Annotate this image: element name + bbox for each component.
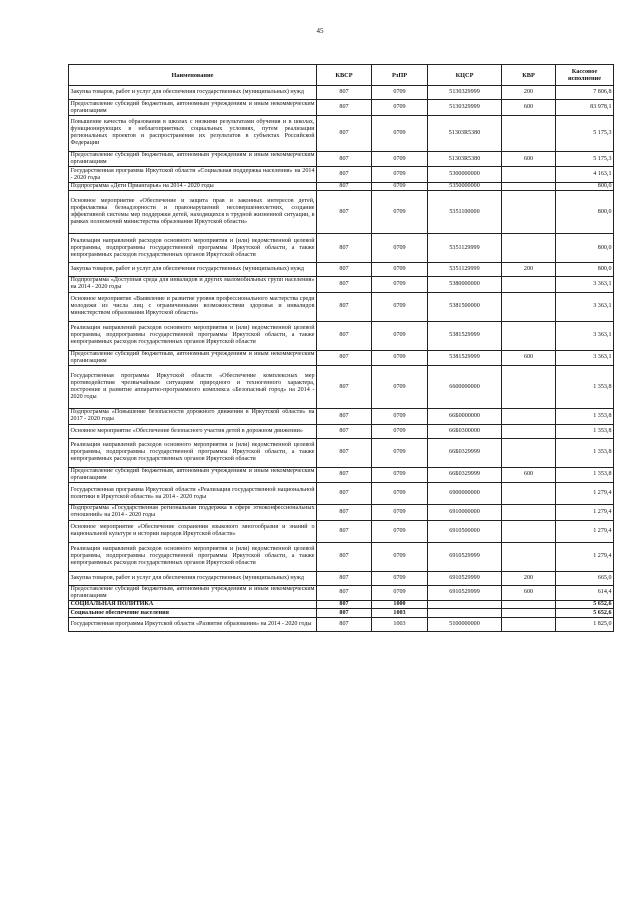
cell-name: Закупка товаров, работ и услуг для обеспечения государственных (муниципальных) нужд (69, 571, 317, 585)
cell-kcsr: 5350000000 (428, 182, 502, 190)
cell-sum: 1 353,8 (556, 409, 614, 424)
cell-kvsr: 807 (317, 542, 372, 571)
cell-rzpr: 0709 (372, 409, 428, 424)
cell-kvr (502, 292, 556, 321)
page-number: 45 (316, 27, 324, 35)
cell-kvsr: 807 (317, 409, 372, 424)
cell-name: Государственная программа Иркутской области «Социальная поддержка населения» на 2014 - 2020 годы (70, 167, 315, 181)
cell-kvr: 600 (502, 151, 556, 166)
cell-kvr: 600 (502, 585, 556, 600)
table-header-row (69, 65, 614, 86)
cell-kvsr: 807 (317, 167, 372, 182)
cell-rzpr: 0709 (372, 191, 428, 234)
cell-name: Реализация направлений расходов основного мероприятия и (или) ведомственной целевой программы, подпрограммы государственной программы Иркутской области, а также непрограммных расходов государственных органов Иркутской области (69, 438, 317, 467)
cell-kvsr: 807 (317, 571, 372, 585)
table-row (69, 234, 614, 263)
table-row (69, 409, 614, 424)
cell-name: Реализация направлений расходов основного мероприятия и (или) ведомственной целевой программы, подпрограммы государственной программы Иркутской области, а также непрограммных расходов государственных органов Иркутской области (69, 542, 317, 571)
cell-name: Государственная программа Иркутской области «Обеспечение комплексных мер противодействия чрезвычайным ситуациям природного и техногенного характера, построение и развитие аппаратно-программного комплекса «Безопасный город» на 2014 - 2020 годы (69, 366, 317, 409)
cell-rzpr: 0709 (372, 115, 428, 151)
cell-kvr (502, 609, 556, 617)
table-row (69, 424, 614, 438)
header-name: Наименование (69, 65, 317, 86)
table-row (69, 366, 614, 409)
cell-rzpr: 0709 (372, 366, 428, 409)
table-row (69, 277, 614, 292)
cell-kvsr: 807 (317, 438, 372, 467)
table-row (69, 542, 614, 571)
cell-name: Подпрограмма «Государственная региональная поддержка в сфере этноконфессиональных отношений» на 2014 - 2020 годы (70, 505, 315, 519)
cell-kvsr: 807 (317, 321, 372, 350)
cell-kcsr: 5380000000 (428, 277, 502, 292)
cell-kvsr: 807 (317, 601, 372, 609)
cell-name: Основное мероприятие «Выявление и развитие уровня профессионального мастерства среди молодежи из числа лиц с ограниченными возможностями здоровья и инвалидов министерством образования Иркутской области» (69, 292, 317, 321)
table-row (69, 182, 614, 190)
cell-sum: 800,0 (556, 182, 614, 190)
table-row (69, 585, 614, 600)
cell-kvsr: 807 (317, 263, 372, 277)
table-row (69, 505, 614, 520)
budget-execution-table (68, 64, 614, 632)
cell-kcsr: 5130329999 (428, 86, 502, 100)
cell-kcsr: 6900000000 (428, 483, 502, 505)
table-row (69, 86, 614, 100)
cell-sum: 5 175,3 (556, 115, 614, 151)
cell-kvr (502, 167, 556, 182)
cell-sum: 1 279,4 (556, 520, 614, 542)
cell-sum: 1 353,8 (556, 366, 614, 409)
cell-kcsr: 5381500000 (428, 292, 502, 321)
cell-name: Предоставление субсидий бюджетным, автономным учреждениям и иным некоммерческим организациям (70, 467, 315, 481)
cell-name: Подпрограмма «Дети Приангарья» на 2014 - 2020 годы (69, 182, 317, 190)
cell-kcsr: 5351100000 (428, 191, 502, 234)
cell-kcsr: 6910529999 (428, 585, 502, 600)
cell-kcsr: 6910500000 (428, 520, 502, 542)
cell-kvsr: 807 (317, 585, 372, 600)
cell-kvsr: 807 (317, 424, 372, 438)
table-row (69, 263, 614, 277)
cell-name: Государственная программа Иркутской области «Реализация государственной национальной политики в Иркутской области» на 2014 - 2020 годы (69, 483, 317, 505)
cell-sum: 83 978,1 (556, 100, 614, 115)
cell-rzpr: 0709 (372, 571, 428, 585)
cell-kvsr: 807 (317, 366, 372, 409)
cell-sum: 5 652,6 (556, 601, 614, 609)
table-row (69, 438, 614, 467)
cell-sum: 800,0 (556, 234, 614, 263)
cell-sum: 1 353,8 (556, 467, 614, 482)
cell-kvsr: 807 (317, 350, 372, 365)
cell-name: Предоставление субсидий бюджетным, автономным учреждениям и иным некоммерческим организациям (70, 585, 315, 599)
table-row (69, 609, 614, 617)
cell-kcsr: 5351129999 (428, 263, 502, 277)
cell-kvsr: 807 (317, 115, 372, 151)
cell-name: Основное мероприятие «Обеспечение безопасного участия детей в дорожном движении» (69, 424, 317, 438)
table-row (69, 617, 614, 631)
cell-sum: 3 363,1 (556, 321, 614, 350)
header-kcsr: КЦСР (428, 65, 502, 86)
cell-rzpr: 0709 (372, 321, 428, 350)
cell-kcsr: 66Б0300000 (428, 424, 502, 438)
cell-sum: 3 363,1 (556, 277, 614, 292)
cell-sum: 7 806,8 (556, 86, 614, 100)
cell-kvr (502, 483, 556, 505)
cell-name: Закупка товаров, работ и услуг для обеспечения государственных (муниципальных) нужд (69, 263, 317, 277)
cell-rzpr: 0709 (372, 151, 428, 166)
table-row (69, 167, 614, 182)
cell-kvsr: 807 (317, 182, 372, 190)
cell-kvr: 200 (502, 86, 556, 100)
cell-rzpr: 1003 (372, 609, 428, 617)
cell-rzpr: 0709 (372, 542, 428, 571)
cell-rzpr: 0709 (372, 100, 428, 115)
header-kvsr: КВСР (317, 65, 372, 86)
cell-kvr: 600 (502, 100, 556, 115)
cell-kcsr (428, 601, 502, 609)
cell-sum: 1 279,4 (556, 542, 614, 571)
cell-kcsr: 6600000000 (428, 366, 502, 409)
cell-kcsr: 5381529999 (428, 350, 502, 365)
cell-kcsr: 5381529999 (428, 321, 502, 350)
cell-kcsr: 5300000000 (428, 167, 502, 182)
cell-rzpr: 0709 (372, 263, 428, 277)
cell-kvr (502, 321, 556, 350)
cell-kvr: 600 (502, 467, 556, 482)
cell-kcsr: 51303R5380 (428, 151, 502, 166)
cell-rzpr: 0709 (372, 424, 428, 438)
cell-kvr: 200 (502, 263, 556, 277)
cell-sum: 1 353,8 (556, 424, 614, 438)
cell-sum: 1 353,8 (556, 438, 614, 467)
table-body (69, 86, 614, 631)
cell-sum: 5 652,6 (556, 609, 614, 617)
cell-kcsr: 66Б0000000 (428, 409, 502, 424)
cell-kvsr: 807 (317, 520, 372, 542)
cell-kvr (502, 542, 556, 571)
cell-name: СОЦИАЛЬНАЯ ПОЛИТИКА (69, 601, 317, 609)
cell-sum: 800,0 (556, 263, 614, 277)
cell-kvsr: 807 (317, 277, 372, 292)
cell-kvsr: 807 (317, 191, 372, 234)
table-row (69, 115, 614, 151)
cell-kvsr: 807 (317, 292, 372, 321)
cell-kvr (502, 505, 556, 520)
cell-kvr: 600 (502, 350, 556, 365)
cell-name: Закупка товаров, работ и услуг для обеспечения государственных (муниципальных) нужд (69, 86, 317, 100)
cell-kvr: 200 (502, 571, 556, 585)
cell-kcsr: 51303R5380 (428, 115, 502, 151)
cell-sum: 1 279,4 (556, 505, 614, 520)
cell-kvr (502, 182, 556, 190)
table-row (69, 601, 614, 609)
header-rzpr: РзПР (372, 65, 428, 86)
cell-kvr (502, 438, 556, 467)
cell-kvsr: 807 (317, 234, 372, 263)
cell-kvsr: 807 (317, 609, 372, 617)
cell-name: Реализация направлений расходов основного мероприятия и (или) ведомственной целевой программы, подпрограммы государственной программы Иркутской области, а также непрограммных расходов государственных органов Иркутской области (69, 234, 317, 263)
cell-kvr (502, 520, 556, 542)
cell-kvsr: 807 (317, 617, 372, 631)
cell-kvsr: 807 (317, 151, 372, 166)
cell-rzpr: 0709 (372, 467, 428, 482)
cell-rzpr: 0709 (372, 505, 428, 520)
cell-kcsr: 6910000000 (428, 505, 502, 520)
cell-kvsr: 807 (317, 86, 372, 100)
cell-sum: 800,0 (556, 191, 614, 234)
cell-rzpr: 0709 (372, 277, 428, 292)
cell-kcsr: 5100000000 (428, 617, 502, 631)
cell-sum: 3 363,1 (556, 350, 614, 365)
cell-sum: 4 163,1 (556, 167, 614, 182)
cell-rzpr: 0709 (372, 520, 428, 542)
cell-name: Основное мероприятие «Обеспечение сохранения языкового многообразия и знаний о национальной культуре и истории народов Иркутской области» (69, 520, 317, 542)
cell-kcsr: 5130329999 (428, 100, 502, 115)
table-row (69, 292, 614, 321)
table-row (69, 100, 614, 115)
cell-kvsr: 807 (317, 100, 372, 115)
cell-sum: 1 825,0 (556, 617, 614, 631)
cell-name: Предоставление субсидий бюджетным, автономным учреждениям и иным некоммерческим организациям (70, 100, 315, 114)
cell-rzpr: 0709 (372, 182, 428, 190)
table-row (69, 520, 614, 542)
cell-kvr (502, 601, 556, 609)
cell-rzpr: 0709 (372, 585, 428, 600)
cell-sum: 665,0 (556, 571, 614, 585)
table-row (69, 191, 614, 234)
cell-rzpr: 0709 (372, 350, 428, 365)
table-row (69, 350, 614, 365)
cell-kvsr: 807 (317, 505, 372, 520)
cell-kvr (502, 409, 556, 424)
cell-name: Повышение качества образования в школах с низкими результатами обучения и в школах, функционирующих в неблагоприятных социальных условиях, путем реализации региональных проектов и распространения их результатов в субъектах Российской Федерации (69, 115, 317, 151)
cell-name: Предоставление субсидий бюджетным, автономным учреждениям и иным некоммерческим организациям (70, 152, 315, 166)
cell-name: Подпрограмма «Доступная среда для инвалидов и других маломобильных групп населения» на 2014 - 2020 годы (70, 277, 315, 291)
cell-rzpr: 0709 (372, 234, 428, 263)
cell-rzpr: 0709 (372, 438, 428, 467)
cell-kvsr: 807 (317, 483, 372, 505)
cell-rzpr: 1003 (372, 617, 428, 631)
cell-kvr (502, 277, 556, 292)
cell-name: Подпрограмма «Повышение безопасности дорожного движения в Иркутской области» на 2017 - 2020 годы (70, 409, 315, 423)
cell-kvr (502, 617, 556, 631)
table-row (69, 483, 614, 505)
cell-kvr (502, 234, 556, 263)
cell-kvr (502, 115, 556, 151)
cell-name: Основное мероприятие «Обеспечение и защита прав и законных интересов детей, профилактика безнадзорности и правонарушений несовершеннолетних, создание эффективной системы мер поддержки детей, находящихся в трудной жизненной ситуации, в рамках полномочий министерства образования Иркутской области» (69, 191, 317, 234)
cell-name: Реализация направлений расходов основного мероприятия и (или) ведомственной целевой программы, подпрограммы государственной программы Иркутской области, а также непрограммных расходов государственных органов Иркутской области (69, 321, 317, 350)
cell-rzpr: 0709 (372, 483, 428, 505)
table-row (69, 467, 614, 482)
cell-kcsr: 66Б0329999 (428, 467, 502, 482)
cell-kvsr: 807 (317, 467, 372, 482)
cell-kcsr: 5351129999 (428, 234, 502, 263)
cell-rzpr: 0709 (372, 292, 428, 321)
cell-sum: 1 279,4 (556, 483, 614, 505)
cell-kvr (502, 366, 556, 409)
cell-kcsr (428, 609, 502, 617)
header-kvr: КВР (502, 65, 556, 86)
cell-name: Предоставление субсидий бюджетным, автономным учреждениям и иным некоммерческим организациям (70, 350, 315, 364)
cell-name: Государственная программа Иркутской области «Развитие образования» на 2014 - 2020 годы (69, 617, 317, 631)
table-row (69, 571, 614, 585)
cell-rzpr: 0709 (372, 86, 428, 100)
cell-kcsr: 6910529999 (428, 542, 502, 571)
cell-kcsr: 6910529999 (428, 571, 502, 585)
table-row (69, 151, 614, 166)
cell-kvr (502, 191, 556, 234)
cell-sum: 3 363,1 (556, 292, 614, 321)
cell-rzpr: 0709 (372, 167, 428, 182)
cell-rzpr: 1000 (372, 601, 428, 609)
cell-kcsr: 66Б0329999 (428, 438, 502, 467)
cell-sum: 5 175,3 (556, 151, 614, 166)
cell-sum: 614,4 (556, 585, 614, 600)
table-row (69, 321, 614, 350)
header-sum: Кассовое исполнение (556, 65, 614, 86)
cell-name: Социальное обеспечение населения (69, 609, 317, 617)
cell-kvr (502, 424, 556, 438)
